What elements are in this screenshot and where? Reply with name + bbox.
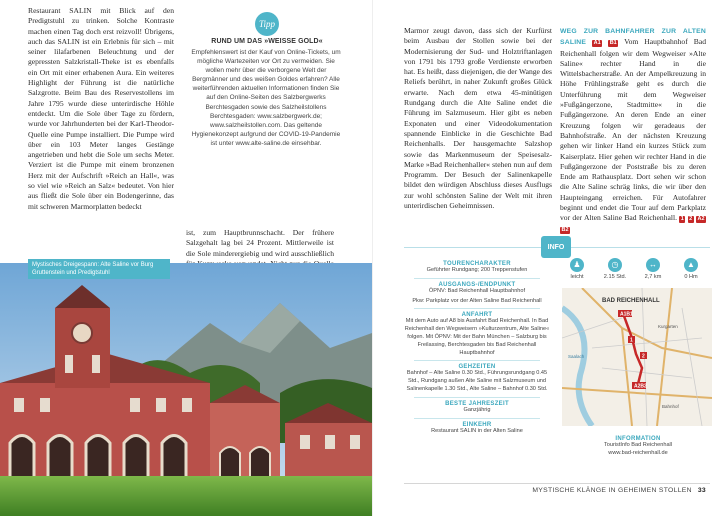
saline-building-illustration [0, 263, 372, 516]
stat-difficulty: ♟ leicht [570, 260, 584, 280]
page-footer [532, 487, 706, 494]
route-chip-b2: B2 [561, 226, 569, 233]
info-text-parking: Pkw: Parkplatz vor der Alten Saline Bad Reichenhall [412, 297, 542, 304]
clock-icon: ◷ [608, 258, 622, 272]
footer-title: MYSTISCHE KLÄNGE IN GEHEIMEN STOLLEN [532, 487, 692, 494]
svg-text:A2B2: A2B2 [634, 383, 647, 390]
info-text-gehzeiten: Bahnhof – Alte Saline 0.30 Std., Führungsrundgang 0.45 Std., Rundgang außen Alte Saline mit Salzmuseum und Salinenkapelle 1.30 Std., Alte Saline – Bahnhof 0.30 Std. [406, 370, 548, 392]
info-rule [414, 360, 540, 361]
route-text [560, 26, 706, 234]
tipp-text: Empfehlenswert ist der Kauf von Online-Tickets, um mögliche Wartezeiten vor Ort zu vermeiden. Sie wollen mehr über die verborgene Welt der Bergmänner und des weißen Goldes erfahren? Alle weiterführenden aktuellen Informationen finden Sie auf den Online-Seiten des Salzbergwerks Berchtesgaden sowie des Salzheilstollens Berchtesgaden: www.salzbergwerk.de; www.salzheilstollen.com. Das geltende Hygienekonzept aufgrund der COVID-19-Pandemie ist unter www.alte-saline.de einsehbar. [191, 49, 341, 147]
hiker-icon: ♟ [570, 258, 584, 272]
map-label-bahnhof: Bahnhof [662, 404, 679, 409]
info-heading-anfahrt: ANFAHRT [461, 312, 493, 319]
info-heading-ausgangspunkt: AUSGANGS-/ENDPUNKT [438, 281, 516, 288]
stat-distance: ↔ 2,7 km [644, 260, 662, 280]
info-badge: INFO [541, 236, 571, 258]
elevation-icon: ▲ [684, 258, 698, 272]
info-rule [414, 278, 540, 279]
route-map [562, 288, 712, 426]
stat-elevation: ▲ 0 Hm [684, 260, 698, 280]
info-text-ausgangspunkt: ÖPNV: Bad Reichenhall Hauptbahnhof [428, 287, 526, 294]
info-rule [414, 397, 540, 398]
info-heading-tourencharakter: TOURENCHARAKTER [443, 261, 511, 267]
tipp-badge: Tipp [255, 12, 279, 36]
information-block [578, 433, 698, 458]
svg-text:1: 1 [630, 337, 633, 344]
info-heading-jahreszeit: BESTE JAHRESZEIT [445, 400, 509, 407]
body-text-column-1: Restaurant SALIN mit Blick auf den Predigtstuhl zu trinken. Solche Kontraste machen einen Tag doch erst reizvoll! Übrigens, auch das SALIN ist ein Erlebnis für sich – mit seiner lilafarbenen Beleuchtung und der gepressten Salzkristall-Theke ist es ebenfalls ein Ort mit einer erhabenen Aura. Ein weiteres Highlight der Führung ist die natürliche Salzgrotte. Beim Bau des Reservestollens im Jahre 1795 wurde diese unterirdische Höhle entdeckt. Um die Sole über Tage zu fördern, wurde vor Jahrhunderten bei der Karl-Theodor-Quelle eine Pumpe installiert. Die Pumpe wird über ein 103 Meter langes Gestänge angetrieben und hebt die Sole um sechs Meter. Verziert ist die Pumpe mit einem bronzenen Herz mit der Aufschrift »Reich an Hall«, was so viel wie »Reich an Salz« bedeutet. Von hier aus fließt die Sole über ein Bodengerinne, das mit schweren Marmorplatten bedeckt [28, 6, 174, 211]
information-line-2[interactable]: www.bad-reichenhall.de [608, 449, 668, 456]
page-gutter [372, 0, 373, 516]
body-text-column-2: ist, zum Hauptbrunnschacht. Der frühere Salzgehalt lag bei 24 Prozent. Mittlerweile ist die Sole minderergiebig und wird ausschließlich [186, 228, 334, 258]
stat-duration: ◷ 2.15 Std. [603, 260, 627, 280]
route-chip-b1: B1 [609, 40, 617, 47]
route-heading: WEG ZUR BAHNFAHRER ZUR ALTEN SALINE [560, 28, 706, 47]
page-number: 33 [697, 487, 706, 494]
information-heading: INFORMATION [615, 436, 661, 442]
footer-rule [404, 483, 710, 484]
info-text-jahreszeit: Ganzjährig [463, 406, 491, 413]
map-label-kurgarten: Kurgarten [658, 324, 678, 329]
route-chip-2: 2 [689, 216, 693, 223]
route-chip-1: 1 [680, 216, 684, 223]
route-body: Vom Hauptbahnhof Bad Reichenhall folgen wir dem Wegweiser »Alte Saline« rechter Hand in die Wittelsbacherstraße. An der Ampelkreuzung in Höhe Frühlingstraße geht es durch die Unterführung mit dem Wegweiser »Fußgängerzone, Stadtmitte« in die Fußgängerzone. An deren Ende an einer Kreuzung folgen wir geradeaus der Bahnhofstraße. An der nächsten Kreuzung gehen wir linker Hand ein kurzes Stück zum Kaiserplatz. Hier gehen wir rechter Hand in die Fußgängerzone der Poststraße bis zu deren Ende am Rathausplatz. Dort sehen wir schon die Alte Saline schräg links, die wir über den Haupteingang erreichen. Für Autofahrer beginnt und endet die Tour auf dem Parkplatz vor der Alten Saline Bad Reichenhall. [560, 37, 706, 223]
info-text-tourencharakter: Geführter Rundgang; 200 Treppenstufen [426, 267, 528, 273]
route-chip-a2: A2 [697, 216, 705, 223]
route-map-graphic [562, 288, 712, 426]
distance-icon: ↔ [646, 258, 660, 272]
photo-caption: Mystisches Dreigespann: Alte Saline vor Burg Gruttenstein und Predigtstuhl [28, 259, 170, 279]
svg-text:A1B1: A1B1 [620, 311, 633, 318]
body-text-column-3: Marmor zeugt davon, dass sich der Kurfürst beim Ausbau der Stollen sowie bei der Modernisierung der Sud- und Holztriftanlagen von 1791 bis 1793 große Verdienste erworben hat. Es heißt, dass diejenigen, die der Wange des Reliefs berührt, in naher Zukunft großes Glück erwarte. Nach dem etwa 45-minütigen Rundgang durch die Alte Saline endet die Führung im Salzmuseum. Hier gibt es neben Exponaten und einer Videodokumentation spannende Einblicke in die Geschichte Bad Reichenhalls. Der hausgemachte Salzshop sowie das Markenmuseum der Speisesalz-Marke »Bad Reichenhaller« stehen nun auf dem Programm. Der Besuch der Salinenkapelle bildet den würdigen Abschluss dieses Ausflugs zur wohl schönsten Saline der Welt mit ihren unterirdischen Geheimnissen. [404, 26, 552, 211]
info-facts [404, 258, 550, 435]
saline-photo [0, 263, 372, 516]
map-label-river: Saalach [568, 354, 585, 359]
info-rule [414, 308, 540, 309]
info-heading-einkehr: EINKEHR [462, 421, 492, 428]
route-chip-a1: A1 [593, 40, 601, 47]
svg-text:2: 2 [642, 353, 645, 360]
info-rule [414, 418, 540, 419]
map-town-label: BAD REICHENHALL [602, 298, 660, 304]
information-line-1: TouristInfo Bad Reichenhall [603, 442, 673, 448]
tipp-title: RUND UM DAS »WEISSE GOLD« [211, 38, 323, 45]
info-text-einkehr: Restaurant SALIN in der Alten Saline [431, 427, 523, 434]
info-heading-gehzeiten: GEHZEITEN [458, 364, 496, 371]
info-text-anfahrt: Mit dem Auto auf A8 bis Ausfahrt Bad Reichenhall. In Bad Reichenhall den Wegweisern »Kulturzentrum, Alte Saline« folgen. Mit ÖPNV: Mit der Bahn München – Salzburg bis Freilassing, Berchtesgaden bis Bad Reichenhall Hauptbahnhof [404, 318, 550, 356]
route-column [560, 26, 706, 234]
